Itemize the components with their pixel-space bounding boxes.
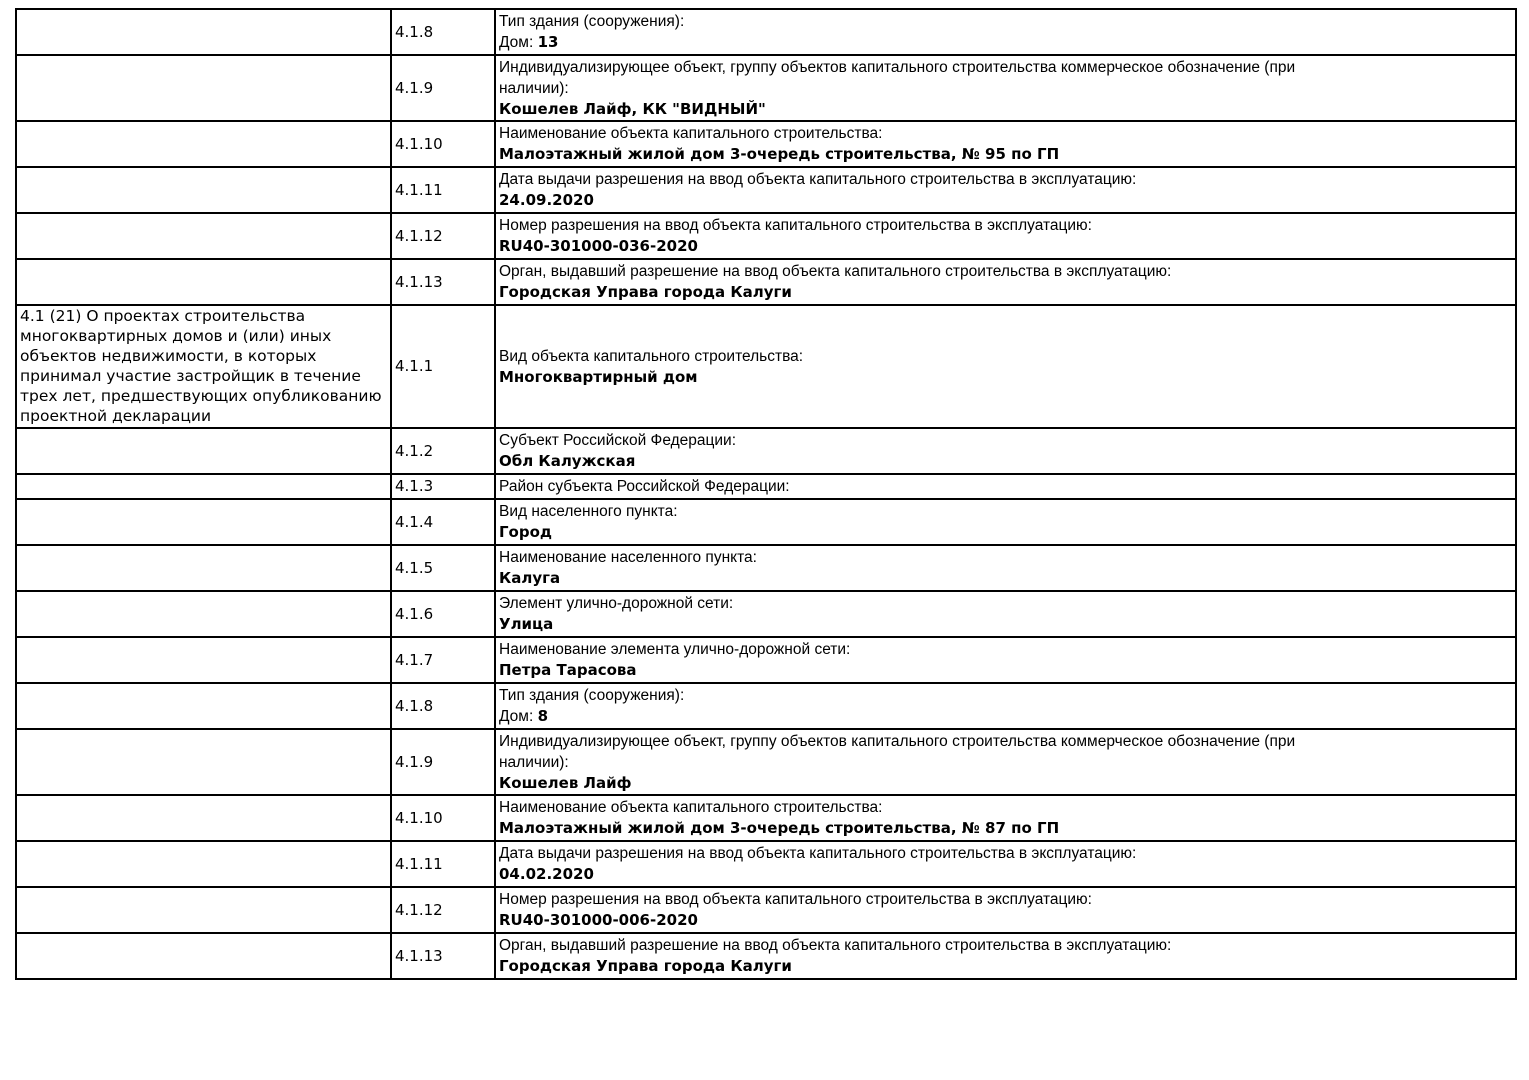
table-row — [16, 121, 1516, 167]
field-value: Петра Тарасова — [499, 661, 637, 679]
field-label: Номер разрешения на ввод объекта капитального строительства в эксплуатацию: — [499, 217, 1092, 234]
field-label: Наименование объекта капитального строительства: — [499, 125, 883, 142]
field-value: Городская Управа города Калуги — [499, 957, 792, 975]
row-content — [495, 591, 1516, 637]
row-content — [495, 428, 1516, 474]
section-cell — [16, 637, 391, 683]
field-label: Орган, выдавший разрешение на ввод объекта капитального строительства в эксплуатацию: — [499, 263, 1172, 280]
field-value: Малоэтажный жилой дом 3-очередь строительства, № 87 по ГП — [499, 819, 1060, 837]
table-row — [16, 259, 1516, 305]
table-row — [16, 499, 1516, 545]
table-row — [16, 428, 1516, 474]
row-code: 4.1.3 — [391, 474, 495, 499]
row-code: 4.1.9 — [391, 729, 495, 795]
section-cell — [16, 591, 391, 637]
row-code: 4.1.10 — [391, 795, 495, 841]
row-content — [495, 683, 1516, 729]
row-content — [495, 474, 1516, 499]
row-code: 4.1.8 — [391, 9, 495, 55]
field-label: Номер разрешения на ввод объекта капитального строительства в эксплуатацию: — [499, 891, 1092, 908]
table-row — [16, 545, 1516, 591]
row-content — [495, 213, 1516, 259]
row-content — [495, 795, 1516, 841]
field-value: Калуга — [499, 569, 561, 587]
row-content — [495, 259, 1516, 305]
field-label: Индивидуализирующее объект, группу объектов капитального строительства коммерческое обозначение (при наличии): — [499, 58, 1296, 97]
row-code: 4.1.6 — [391, 591, 495, 637]
field-label: Наименование объекта капитального строительства: — [499, 799, 883, 816]
table-row — [16, 637, 1516, 683]
field-value: Кошелев Лайф — [499, 773, 632, 792]
row-code: 4.1.9 — [391, 55, 495, 121]
section-cell — [16, 9, 391, 55]
field-label: Орган, выдавший разрешение на ввод объекта капитального строительства в эксплуатацию: — [499, 937, 1172, 954]
field-value: Малоэтажный жилой дом 3-очередь строительства, № 95 по ГП — [499, 145, 1060, 163]
row-code: 4.1.8 — [391, 683, 495, 729]
row-content — [495, 167, 1516, 213]
section-cell — [16, 305, 391, 428]
section-cell — [16, 259, 391, 305]
row-code: 4.1.13 — [391, 259, 495, 305]
row-content — [495, 841, 1516, 887]
field-value: 24.09.2020 — [499, 191, 594, 209]
field-label: Элемент улично-дорожной сети: — [499, 595, 734, 612]
section-cell — [16, 55, 391, 121]
section-cell — [16, 933, 391, 979]
row-code: 4.1.11 — [391, 167, 495, 213]
row-code: 4.1.11 — [391, 841, 495, 887]
row-content — [495, 55, 1516, 121]
table-row — [16, 213, 1516, 259]
row-code: 4.1.7 — [391, 637, 495, 683]
field-label: Тип здания (сооружения): — [499, 687, 685, 704]
table-row — [16, 841, 1516, 887]
field-value: Кошелев Лайф, КК "ВИДНЫЙ" — [499, 99, 766, 118]
row-code: 4.1.13 — [391, 933, 495, 979]
field-label: Наименование населенного пункта: — [499, 549, 757, 566]
field-value: Дом: 8 — [499, 707, 548, 725]
table-row — [16, 933, 1516, 979]
section-label: 4.1 (21) О проектах строительства многоквартирных домов и (или) иных объектов недвижимости, в которых принимал участие застройщик в течение трех лет, предшествующих опубликованию проектной декларации — [20, 307, 382, 425]
field-value: 04.02.2020 — [499, 865, 594, 883]
field-label: Субъект Российской Федерации: — [499, 432, 737, 449]
field-label: Наименование элемента улично-дорожной сети: — [499, 641, 851, 658]
field-value: Улица — [499, 615, 554, 633]
table-row — [16, 9, 1516, 55]
row-content — [495, 9, 1516, 55]
table-row — [16, 729, 1516, 795]
field-label: Дата выдачи разрешения на ввод объекта капитального строительства в эксплуатацию: — [499, 845, 1137, 862]
table-row — [16, 795, 1516, 841]
section-cell — [16, 428, 391, 474]
row-content — [495, 305, 1516, 428]
field-value: Город — [499, 523, 553, 541]
field-label: Тип здания (сооружения): — [499, 13, 685, 30]
field-value: RU40-301000-006-2020 — [499, 911, 698, 929]
row-content — [495, 499, 1516, 545]
section-cell — [16, 841, 391, 887]
section-cell — [16, 795, 391, 841]
row-content — [495, 121, 1516, 167]
table-row — [16, 887, 1516, 933]
row-code: 4.1.12 — [391, 213, 495, 259]
section-cell — [16, 499, 391, 545]
row-code: 4.1.4 — [391, 499, 495, 545]
row-code: 4.1.12 — [391, 887, 495, 933]
section-cell — [16, 545, 391, 591]
table-row — [16, 474, 1516, 499]
row-content — [495, 729, 1516, 795]
section-cell — [16, 887, 391, 933]
table-row — [16, 683, 1516, 729]
field-value: Дом: 13 — [499, 33, 559, 51]
field-label: Дата выдачи разрешения на ввод объекта капитального строительства в эксплуатацию: — [499, 171, 1137, 188]
table-row-section-4-1-21 — [16, 305, 1516, 428]
row-content — [495, 545, 1516, 591]
field-label: Вид объекта капитального строительства: — [499, 347, 804, 365]
row-code: 4.1.1 — [391, 305, 495, 428]
section-cell — [16, 683, 391, 729]
table-row — [16, 167, 1516, 213]
field-value: Обл Калужская — [499, 452, 636, 470]
field-value: Городская Управа города Калуги — [499, 283, 792, 301]
section-cell — [16, 474, 391, 499]
row-content — [495, 637, 1516, 683]
field-label: Район субъекта Российской Федерации: — [499, 478, 790, 495]
field-label: Индивидуализирующее объект, группу объектов капитального строительства коммерческое обозначение (при наличии): — [499, 732, 1296, 771]
row-content — [495, 887, 1516, 933]
section-cell — [16, 729, 391, 795]
field-value: Многоквартирный дом — [499, 367, 698, 386]
row-code: 4.1.5 — [391, 545, 495, 591]
row-code: 4.1.10 — [391, 121, 495, 167]
table-row — [16, 55, 1516, 121]
section-cell — [16, 121, 391, 167]
declaration-table — [15, 8, 1517, 980]
section-cell — [16, 213, 391, 259]
section-cell — [16, 167, 391, 213]
row-code: 4.1.2 — [391, 428, 495, 474]
table-row — [16, 591, 1516, 637]
row-content — [495, 933, 1516, 979]
field-value: RU40-301000-036-2020 — [499, 237, 698, 255]
field-label: Вид населенного пункта: — [499, 503, 678, 520]
